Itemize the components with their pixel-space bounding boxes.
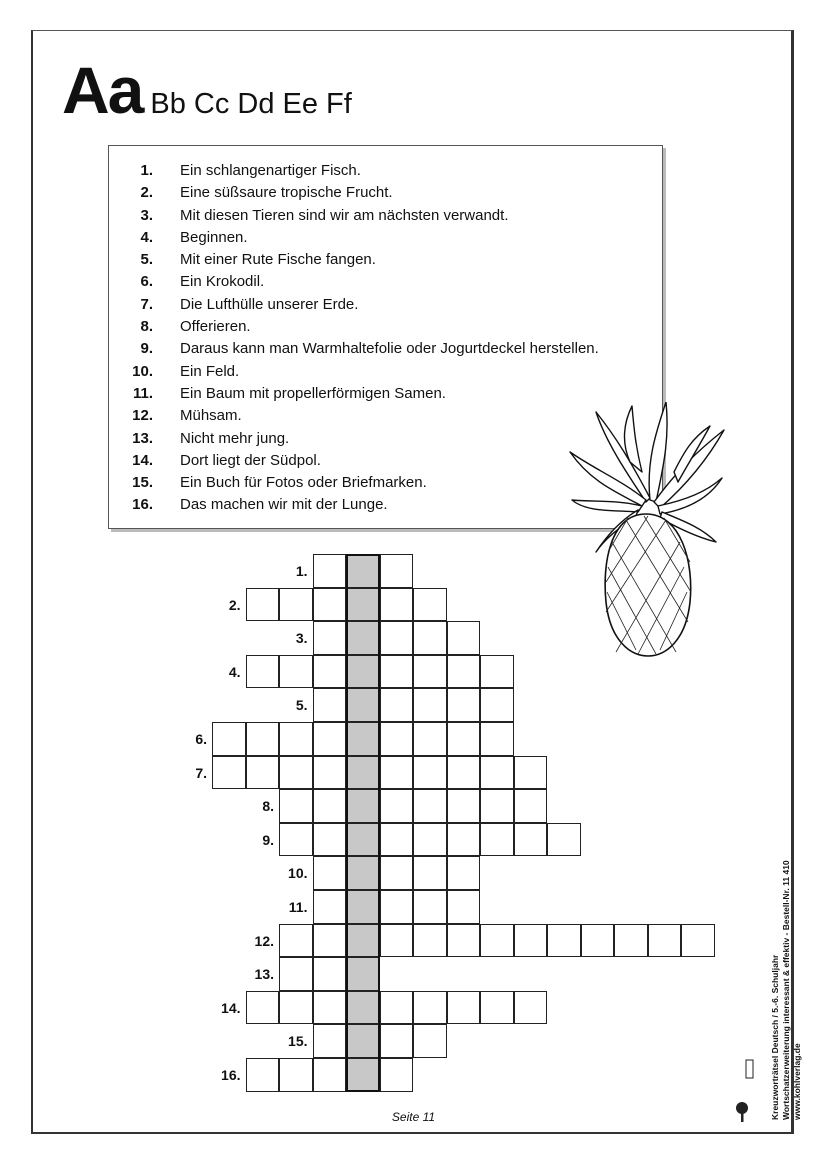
clue-number: 9.	[140, 340, 153, 358]
clue-text: Eine süßsaure tropische Frucht.	[180, 184, 393, 202]
clue-text: Nicht mehr jung.	[180, 429, 290, 447]
clue-item	[109, 296, 662, 318]
clue-number: 8.	[140, 318, 153, 336]
clue-number: 13.	[132, 429, 153, 447]
side-text-line3: www.kohlverlag.de	[792, 1043, 802, 1120]
crossword-row-label: 1.	[295, 563, 308, 579]
clue-text: Dort liegt der Südpol.	[180, 451, 321, 469]
crossword-row-label: 5.	[295, 697, 308, 714]
pineapple-illustration-icon	[566, 402, 726, 660]
side-publisher-text	[770, 860, 803, 1120]
clue-item	[109, 273, 662, 295]
clue-number: 4.	[140, 228, 153, 246]
clue-number: 1.	[140, 162, 153, 179]
clue-text: Mit einer Rute Fische fangen.	[180, 251, 376, 269]
clue-text: Das machen wir mit der Lunge.	[180, 496, 388, 514]
clue-number: 12.	[132, 407, 153, 425]
clue-number: 15.	[132, 474, 153, 492]
page-title	[62, 52, 352, 128]
clue-item	[109, 207, 662, 229]
crossword-row-label: 16.	[221, 1067, 241, 1083]
page-number: Seite 11	[391, 1110, 436, 1124]
clue-number: 10.	[132, 362, 153, 380]
clue-text: Ein Buch für Fotos oder Briefmarken.	[180, 474, 427, 492]
clue-text: Ein Krokodil.	[180, 273, 265, 291]
clue-item	[109, 251, 662, 273]
clue-text: Offerieren.	[180, 318, 251, 336]
clue-text: Die Lufthülle unserer Erde.	[180, 295, 359, 313]
clue-number: 14.	[132, 451, 153, 469]
crossword-row-label: 7.	[195, 764, 207, 781]
clue-number: 3.	[140, 206, 153, 224]
clue-item	[109, 363, 662, 385]
crossword-row-label: 13.	[254, 966, 274, 983]
clue-item	[109, 184, 662, 206]
crossword-row-label: 3.	[295, 630, 308, 647]
clue-number: 6.	[140, 273, 153, 291]
clue-text: Mit diesen Tieren sind wir am nächsten verwandt.	[180, 206, 509, 224]
crossword-row-label: 4.	[228, 663, 241, 680]
crossword-row-label: 15.	[288, 1033, 308, 1050]
clue-number: 2.	[140, 184, 153, 202]
side-text-line1: Kreuzworträtsel Deutsch / 5.-6. Schuljahr	[770, 954, 780, 1120]
kohl-tree-logo-icon	[733, 1056, 755, 1126]
clue-item	[109, 318, 662, 340]
crossword-row-label: 9.	[262, 831, 274, 848]
crossword-row-label: 6.	[195, 731, 207, 747]
clue-number: 7.	[140, 295, 153, 313]
clue-text: Ein schlangenartiger Fisch.	[180, 162, 361, 179]
clue-item	[109, 162, 662, 184]
clue-number: 5.	[140, 251, 153, 269]
crossword-row-label: 10.	[288, 865, 308, 882]
clue-text: Beginnen.	[180, 228, 248, 246]
crossword-row-label: 2.	[228, 596, 241, 613]
clue-number: 16.	[132, 496, 153, 514]
side-text-line2: Wortschatzerweiterung interessant & effektiv - Bestell-Nr. 11 410	[781, 860, 791, 1120]
clue-text: Ein Baum mit propellerförmigen Samen.	[180, 384, 446, 402]
crossword-row-label: 11.	[288, 899, 308, 915]
title-big-letters: Aa	[62, 53, 143, 127]
crossword-row-label: 8.	[262, 798, 274, 815]
crossword-row-label: 12.	[254, 932, 274, 949]
clue-text: Mühsam.	[180, 407, 242, 425]
clue-text: Daraus kann man Warmhaltefolie oder Jogurtdeckel herstellen.	[180, 340, 599, 358]
clue-text: Ein Feld.	[180, 362, 240, 380]
crossword-row-label: 14.	[221, 999, 241, 1016]
clue-item	[109, 229, 662, 251]
title-alphabet: Bb Cc Dd Ee Ff	[150, 88, 352, 120]
clue-item	[109, 340, 662, 362]
clue-number: 11.	[132, 384, 153, 402]
